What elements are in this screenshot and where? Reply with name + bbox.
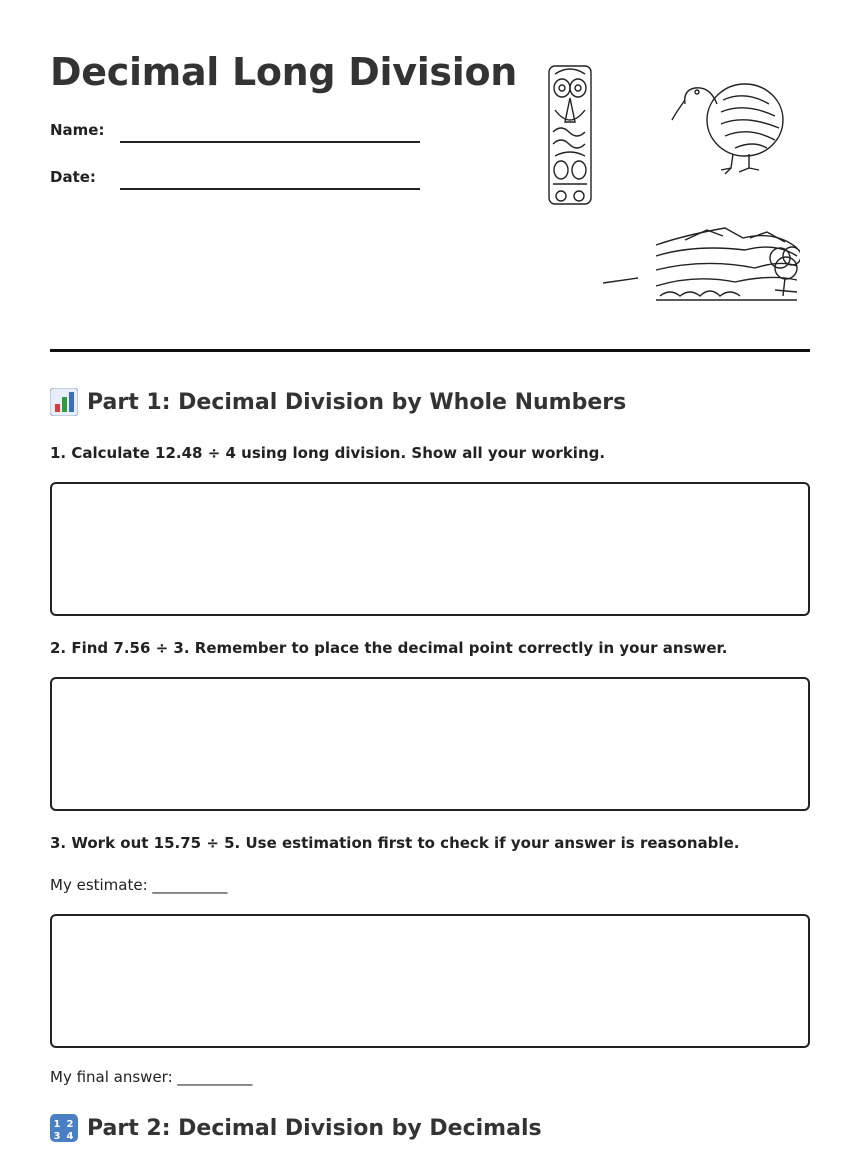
numbers-1234-icon	[50, 1114, 78, 1142]
landscape-hills-tree-icon	[603, 228, 800, 300]
svg-text:1: 1	[53, 1119, 61, 1130]
svg-text:4: 4	[66, 1131, 74, 1142]
final-answer-line[interactable]: My final answer: __________	[50, 1068, 253, 1086]
answer-box-2[interactable]	[50, 677, 810, 811]
date-writing-line[interactable]	[120, 188, 420, 190]
question-3: 3. Work out 15.75 ÷ 5. Use estimation first to check if your answer is reasonable.	[50, 834, 740, 852]
part2-heading-text: Part 2: Decimal Division by Decimals	[87, 1115, 542, 1141]
header-divider	[50, 349, 810, 352]
name-writing-line[interactable]	[120, 141, 420, 143]
part1-heading	[50, 388, 626, 416]
worksheet-header	[50, 0, 810, 354]
bar-chart-icon	[50, 388, 78, 416]
name-field	[50, 121, 430, 147]
kiwi-bird-icon	[672, 84, 783, 174]
question-2: 2. Find 7.56 ÷ 3. Remember to place the decimal point correctly in your answer.	[50, 639, 728, 657]
svg-text:2: 2	[66, 1119, 74, 1130]
answer-box-3[interactable]	[50, 914, 810, 1048]
answer-box-1[interactable]	[50, 482, 810, 616]
svg-text:3: 3	[53, 1131, 61, 1142]
estimate-line[interactable]: My estimate: __________	[50, 876, 228, 894]
part2-heading	[50, 1114, 542, 1142]
date-field	[50, 168, 430, 194]
name-label: Name:	[50, 121, 105, 139]
header-illustrations	[545, 60, 800, 310]
worksheet-title: Decimal Long Division	[50, 50, 518, 94]
question-1: 1. Calculate 12.48 ÷ 4 using long division. Show all your working.	[50, 444, 606, 462]
tiki-carving-icon	[549, 66, 591, 204]
date-label: Date:	[50, 168, 96, 186]
part1-heading-text: Part 1: Decimal Division by Whole Numbers	[87, 389, 627, 415]
